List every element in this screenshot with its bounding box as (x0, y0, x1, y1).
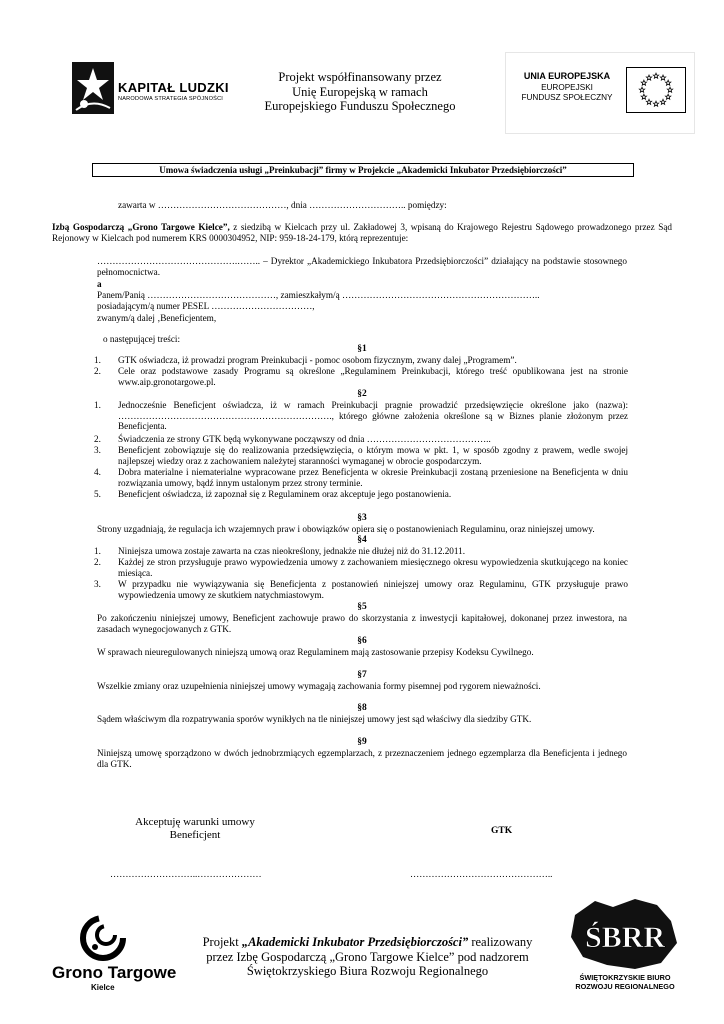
section-text: Sądem właściwym dla rozpatrywania sporów wynikłych na tle niniejszej umowy jest sąd właściwy dla siedziby GTK. (97, 714, 532, 724)
sbrr-caption (560, 973, 690, 991)
section-text: Strony uzgadniają, że regulacja ich wzajemnych praw i obowiązków opiera się o postanowieniach Regulaminu, oraz niniejszej umowy. (97, 524, 595, 534)
beneficiary-signature-line: ………………………..………………… (110, 869, 262, 879)
eu-flag-icon (626, 67, 686, 113)
section-heading: §4 (357, 535, 367, 545)
list-item: Beneficjent oświadcza, iż zapoznał się z Regulaminem oraz akceptuje jego postanowienia. (118, 489, 452, 499)
section-heading: §8 (357, 703, 367, 713)
list-item: Niniejsza umowa zostaje zawarta na czas nieokreślony, jednakże nie dłużej niż do 31.12.2011. (118, 546, 466, 556)
grono-targowe-title: Grono Targowe (52, 963, 177, 982)
section-heading: §3 (357, 513, 367, 523)
list-item: GTK oświadcza, iż prowadzi program Preinkubacji - pomoc osobom fizycznym, zwany dalej „Programem”. (118, 355, 517, 365)
list-item: W przypadku nie wywiązywania się Beneficjenta z postanowień niniejszej umowy oraz Regulaminu, GTK przysługuje prawo wypowiedzenia umowy ze skutkiem natychmiastowym. (118, 579, 628, 600)
grono-targowe-logo-icon (80, 915, 126, 961)
sbrr-logo-icon (565, 895, 685, 973)
eu-logo-text (512, 71, 622, 104)
eu-star-icon (665, 80, 670, 85)
cofinancing-line: Europejskiego Funduszu Społecznego (264, 99, 456, 113)
eu-star-icon (665, 94, 670, 99)
eu-star-icon (646, 75, 651, 80)
director-line: ……………………………………….…….. – Dyrektor „Akademickiego Inkubatora Przedsiębiorczości” działający na podstawie stosownego pełnomocnictwa. (97, 256, 627, 277)
cofinancing-line: Unię Europejską w ramach (292, 84, 428, 99)
cofinancing-line: Projekt współfinansowany przez (278, 70, 442, 84)
list-number: 5. (94, 489, 101, 499)
section-heading: §9 (357, 737, 367, 747)
contract-date-line: zawarta w ……………………………………, dnia ………………………….. pomiędzy: (118, 200, 447, 210)
eu-star-icon (653, 73, 658, 78)
kapital-ludzki-title: KAPITAŁ LUDZKI (118, 80, 229, 95)
list-number: 3. (94, 579, 101, 589)
section-text: W sprawach nieuregulowanych niniejszą umową oraz Regulaminem mają zastosowanie przepisy Kodeksu Cywilnego. (97, 647, 534, 657)
list-item: Cele oraz podstawowe zasady Programu są określone „Regulaminem Preinkubacji, którego treść opublikowana jest na stronie www.aip.gronotargowe.pl. (118, 366, 628, 387)
footer-text-part: Projekt (202, 935, 242, 949)
beneficiary-signature-label (120, 816, 270, 842)
list-number: 2. (94, 434, 101, 444)
contents-intro: o następującej treści: (103, 334, 181, 344)
eu-line: UNIA EUROPEJSKA (523, 71, 611, 81)
eu-star-icon (646, 99, 651, 104)
beneficiary-name-line: Panem/Panią ……………………………………, zamieszkałym/ą ……………………………………………………….. (97, 290, 540, 300)
footer-text-part: realizowany przez Izbę Gospodarczą „Grono Targowe Kielce” pod nadzorem Świętokrzyskiego Biura Rozwoju Regionalnego (206, 935, 533, 978)
footer-project-note (200, 935, 535, 979)
eu-line: FUNDUSZ SPOŁECZNY (521, 93, 613, 102)
list-item: Świadczenia ze strony GTK będą wykonywane począwszy od dnia ………………………………….. (118, 434, 491, 444)
section-text: Po zakończeniu niniejszej umowy, Beneficjent zachowuje prawo do skorzystania z inwestycji kapitałowej, dokonanej przez inwestora, na zasadach wynegocjowanych z GTK. (97, 613, 627, 634)
eu-line: EUROPEJSKI (541, 82, 593, 92)
eu-star-icon (639, 87, 644, 92)
section-heading: §5 (357, 602, 367, 612)
kapital-ludzki-emblem-icon (72, 62, 114, 114)
list-number: 2. (94, 366, 101, 376)
section-heading: §1 (357, 344, 367, 354)
gtk-signature-label: GTK (491, 826, 513, 836)
list-number: 3. (94, 445, 101, 455)
pesel-line: posiadającym/ą numer PESEL ……………………………, (97, 301, 315, 311)
footer-project-name: „Akademicki Inkubator Przedsiębiorczości” (241, 935, 469, 949)
eu-star-icon (653, 101, 658, 106)
signature-label-line: Beneficjent (169, 829, 221, 841)
list-number: 2. (94, 557, 101, 567)
list-item: Jednocześnie Beneficjent oświadcza, iż w ramach Preinkubacji pragnie prowadzić przedsięwzięcie określone jako (nazwa): ……………………………………………………………., którego główne założenia określone są w Biznes planie złożonym przez Beneficjenta. (118, 400, 628, 432)
beneficiary-alias-line: zwanym/ą dalej ‚Beneficjentem, (97, 313, 217, 323)
list-item: Dobra materialne i niematerialne wypracowane przez Beneficjenta w okresie Preinkubacji zostaną przeniesione na Beneficjenta w dniu rozwiązania umowy, bądź innym ustalonym przez strony terminie. (118, 467, 628, 488)
list-number: 1. (94, 546, 101, 556)
sbrr-logo-text: ŚBRR (584, 921, 666, 954)
eu-star-icon (641, 80, 646, 85)
sbrr-caption-line: ROZWOJU REGIONALNEGO (575, 982, 675, 991)
section-text: Wszelkie zmiany oraz uzupełnienia niniejszej umowy wymagają zachowania formy pisemnej pod rygorem nieważności. (97, 681, 541, 691)
eu-star-icon (641, 94, 646, 99)
section-heading: §6 (357, 636, 367, 646)
party-gtk-details: z siedzibą w Kielcach przy ul. Zakładowej 3, wpisaną do Krajowego Rejestru Sądowego prowadzonego przez Sąd Rejonowy w Kielcach pod numerem KRS 0000304952, NIP: 959-18-24-179, którą reprezentuje: (52, 222, 672, 243)
sbrr-caption-line: ŚWIĘTOKRZYSKIE BIURO (579, 973, 671, 982)
section-text: Niniejszą umowę sporządzono w dwóch jednobrzmiących egzemplarzach, z przeznaczeniem jednego egzemplarza dla Beneficjenta i jednego dla GTK. (97, 748, 627, 769)
eu-star-icon (660, 75, 665, 80)
list-item: Każdej ze stron przysługuje prawo wypowiedzenia umowy z zachowaniem miesięcznego okresu wypowiedzenia skutkującego na koniec miesiąca. (118, 557, 628, 578)
conjunction-a: a (97, 279, 102, 289)
list-number: 1. (94, 400, 101, 410)
section-heading: §2 (357, 389, 367, 399)
cofinancing-note (255, 70, 465, 114)
section-heading: §7 (357, 670, 367, 680)
list-item: Beneficjent zobowiązuje się do realizowania przedsięwzięcia, o którym mowa w pkt. 1, w sposób zgodny z prawem, wedle swojej najlepszej wiedzy oraz z zachowaniem należytej staranności wymaganej w obrocie gospodarczym. (118, 445, 628, 466)
gtk-signature-line: ……………………………………….. (410, 869, 553, 879)
party-gtk-name: Izbą Gospodarczą „Grono Targowe Kielce”, (52, 222, 230, 232)
eu-star-icon (660, 99, 665, 104)
signature-label-line: Akceptuję warunki umowy (135, 816, 255, 828)
eu-star-icon (667, 87, 672, 92)
list-number: 1. (94, 355, 101, 365)
list-number: 4. (94, 467, 101, 477)
grono-targowe-subtitle: Kielce (91, 983, 115, 992)
contract-title: Umowa świadczenia usługi „Preinkubacji” firmy w Projekcie „Akademicki Inkubator Przedsiębiorczości” (92, 163, 634, 177)
party-gtk (52, 222, 672, 243)
kapital-ludzki-subtitle: NARODOWA STRATEGIA SPÓJNOŚCI (118, 96, 224, 102)
